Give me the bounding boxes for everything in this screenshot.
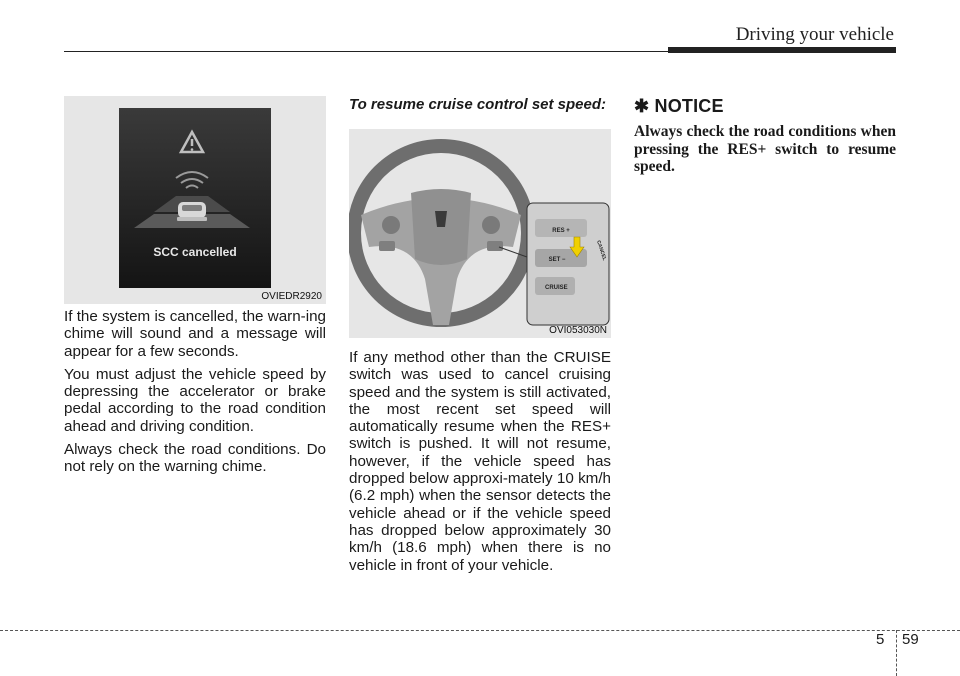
steering-wheel-figure bbox=[349, 129, 611, 338]
steering-wheel-icon bbox=[349, 139, 535, 327]
res-switch-label: RES + bbox=[552, 228, 570, 234]
chapter-number: 5 bbox=[876, 631, 885, 648]
header-title: Driving your vehicle bbox=[735, 24, 894, 45]
paragraph: If the system is cancelled, the warn-ing chime will sound and a message will appear for a few seconds. bbox=[64, 308, 326, 360]
cancel-switch-label: CANCEL bbox=[595, 239, 608, 262]
notice-heading bbox=[634, 96, 896, 117]
section-subheading: To resume cruise control set speed: bbox=[349, 96, 607, 113]
paragraph: Always check the road conditions. Do not rely on the warning chime. bbox=[64, 441, 326, 476]
middle-column bbox=[349, 96, 611, 580]
footer-separator bbox=[896, 630, 897, 676]
header-rule-accent bbox=[668, 47, 896, 53]
scc-cancelled-message: SCC cancelled bbox=[153, 245, 237, 259]
figure-code: OVIEDR2920 bbox=[261, 291, 322, 302]
cluster-display-illustration bbox=[64, 96, 326, 304]
car-icon bbox=[177, 202, 207, 221]
set-switch-label: SET − bbox=[548, 257, 566, 263]
cruise-switch-label: CRUISE bbox=[545, 285, 568, 291]
paragraph: You must adjust the vehicle speed by depressing the accelerator or brake pedal according to the road condition ahead and driving condition. bbox=[64, 365, 326, 435]
figure-code: OVI053030N bbox=[549, 325, 607, 336]
notice-body: Always check the road conditions when pressing the RES+ switch to resume speed. bbox=[634, 123, 896, 175]
left-column bbox=[64, 96, 326, 482]
paragraph: If any method other than the CRUISE switch was used to cancel cruising speed and the system is still activated, the most recent set speed will automatically resume when the RES+ switch is pushed. It will not resume, however, if the vehicle speed has dropped below approxi-mately 10 km/h (6.2 mph) when the sensor detects the vehicle ahead or if the vehicle speed has dropped below approximately 30 km/h (18.6 mph) when there is no vehicle in front of your vehicle. bbox=[349, 349, 611, 574]
scc-cancelled-figure bbox=[64, 96, 326, 304]
footer-rule bbox=[0, 630, 960, 631]
notice-box bbox=[634, 96, 896, 176]
notice-title: NOTICE bbox=[654, 96, 724, 116]
asterisk-icon: ✱ bbox=[634, 96, 650, 116]
steering-wheel-illustration bbox=[349, 129, 611, 338]
page-number: 59 bbox=[902, 631, 919, 648]
header-rule bbox=[64, 51, 668, 52]
cruise-switch-inset bbox=[527, 203, 609, 325]
